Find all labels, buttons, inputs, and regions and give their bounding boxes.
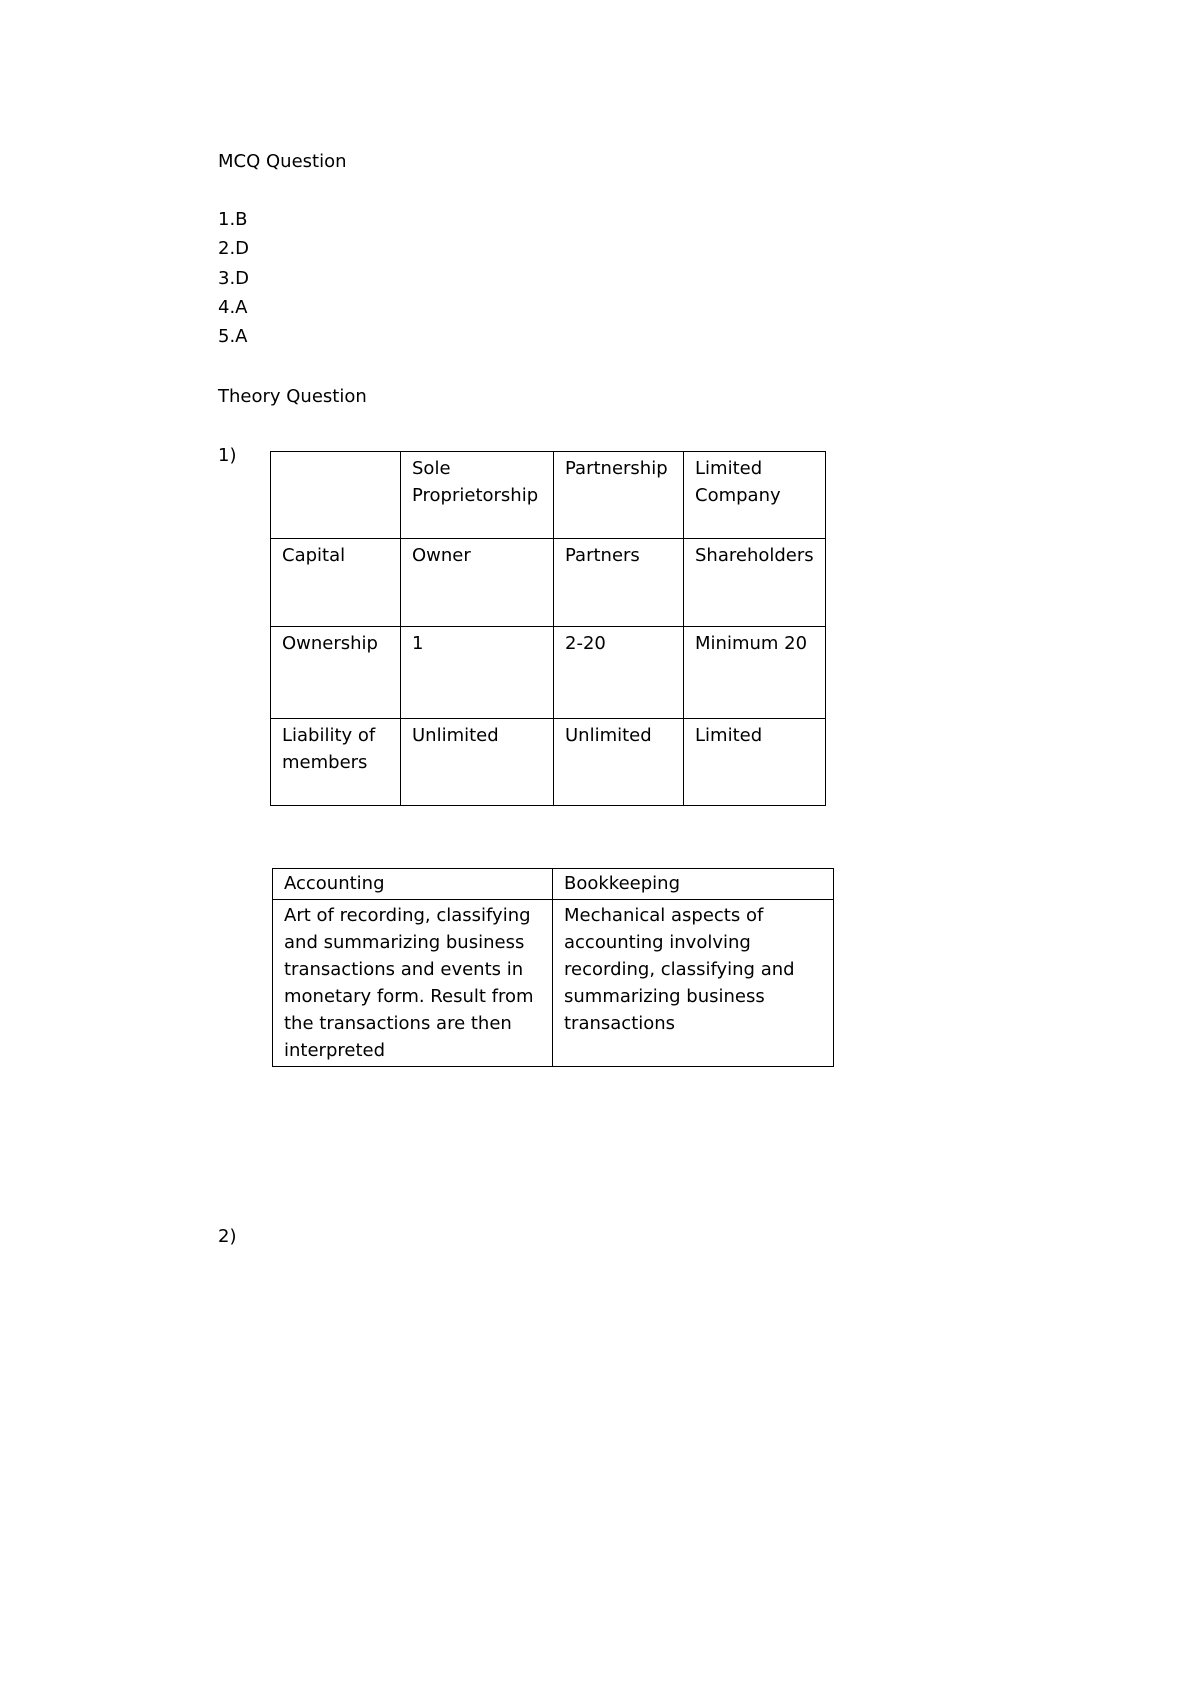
table-cell: Ownership [271, 627, 401, 719]
table-header-cell: Sole Proprietorship [401, 452, 554, 539]
table-header-row [273, 869, 834, 900]
mcq-answer: 3.D [218, 268, 250, 289]
table-cell: Unlimited [401, 719, 554, 806]
table-header-cell [271, 452, 401, 539]
table-cell: Liability of members [271, 719, 401, 806]
question-1-label: 1) [218, 445, 237, 466]
table-cell: Owner [401, 539, 554, 627]
table-cell: 1 [401, 627, 554, 719]
table-row [273, 900, 834, 1067]
table-header-cell: Partnership [554, 452, 684, 539]
accounting-bookkeeping-table [272, 868, 834, 1067]
table-cell: Limited [684, 719, 826, 806]
theory-heading: Theory Question [218, 386, 367, 407]
table-cell: Partners [554, 539, 684, 627]
table-cell: Mechanical aspects of accounting involving recording, classifying and summarizing business transactions [553, 900, 834, 1067]
table-cell: Unlimited [554, 719, 684, 806]
mcq-heading: MCQ Question [218, 151, 347, 172]
table-header-row [271, 452, 826, 539]
table-cell: Minimum 20 [684, 627, 826, 719]
table-header-cell: Accounting [273, 869, 553, 900]
table-header-cell: Limited Company [684, 452, 826, 539]
mcq-answer: 5.A [218, 326, 248, 347]
table-cell: Shareholders [684, 539, 826, 627]
table-cell: Art of recording, classifying and summarizing business transactions and events in monetary form. Result from the transactions are then interpreted [273, 900, 553, 1067]
table-cell: 2-20 [554, 627, 684, 719]
mcq-answer: 1.B [218, 209, 248, 230]
table-row [271, 627, 826, 719]
mcq-answer: 2.D [218, 238, 250, 259]
table-row [271, 719, 826, 806]
mcq-answer: 4.A [218, 297, 248, 318]
question-2-label: 2) [218, 1226, 237, 1247]
business-types-table [270, 451, 826, 806]
table-row [271, 539, 826, 627]
table-header-cell: Bookkeeping [553, 869, 834, 900]
table-cell: Capital [271, 539, 401, 627]
